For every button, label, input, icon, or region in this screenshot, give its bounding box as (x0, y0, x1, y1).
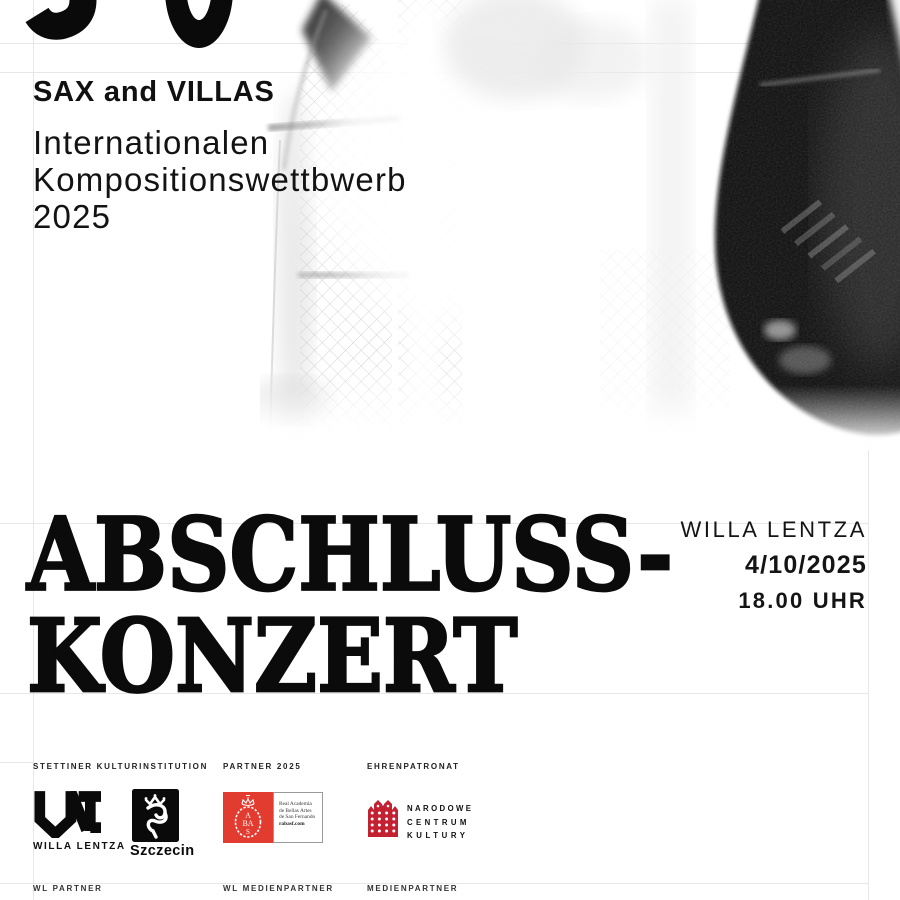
nck-crown-icon (368, 797, 398, 837)
svg-text:BA: BA (242, 819, 254, 828)
footer-label-wl-partner: WL PARTNER (33, 884, 103, 893)
footer-label-kulturinstitution: STETTINER KULTURINSTITUTION (33, 762, 209, 771)
series-title: SAX and VILLAS (33, 76, 275, 108)
main-title-line2: KONZERT (27, 597, 518, 716)
rabasf-line: de San Fernando (279, 814, 316, 821)
rabasf-crest (223, 792, 273, 843)
szczecin-wordmark: Szczecin (130, 843, 195, 859)
footer-label-partner: PARTNER 2025 (223, 762, 302, 771)
competition-line: Kompositionswettbwerb (33, 161, 407, 198)
venue-name: WILLA LENTZA (680, 517, 867, 542)
main-title-line1: ABSCHLUSS- (27, 495, 674, 614)
event-time: 18.00 UHR (738, 588, 867, 613)
szczecin-logo (132, 789, 179, 842)
event-date: 4/10/2025 (744, 551, 867, 579)
nck-wordmark (407, 797, 473, 843)
rabasf-line: Real Academia (279, 801, 312, 807)
rabasf-logo (223, 792, 323, 843)
svg-text:S: S (246, 828, 250, 836)
event-details (681, 517, 867, 614)
footer-label-wl-medienpartner: WL MEDIENPARTNER (223, 884, 334, 893)
footer-label-ehrenpatronat: EHRENPATRONAT (367, 762, 460, 771)
svg-text:A: A (245, 811, 251, 820)
nck-line: NARODOWE (407, 804, 474, 813)
nck-logo (368, 797, 473, 843)
gridline-horizontal (0, 762, 33, 763)
willa-lentza-wordmark: WILLA LENTZA (33, 841, 126, 852)
cropped-numeral-glyphs (0, 0, 260, 49)
main-title (27, 495, 674, 716)
willa-lentza-logo (33, 791, 101, 838)
nck-line: CENTRUM (407, 817, 470, 827)
rabasf-text-panel (273, 792, 323, 843)
rabasf-line: de Bellas Artes (279, 807, 312, 814)
competition-line: 2025 (33, 198, 112, 235)
rabasf-url: rabasf.com (279, 820, 305, 827)
footer-label-medienpartner: MEDIENPARTNER (367, 884, 459, 893)
nck-line: KULTURY (407, 831, 469, 841)
competition-line: Internationalen (33, 124, 270, 161)
competition-title (33, 124, 407, 235)
